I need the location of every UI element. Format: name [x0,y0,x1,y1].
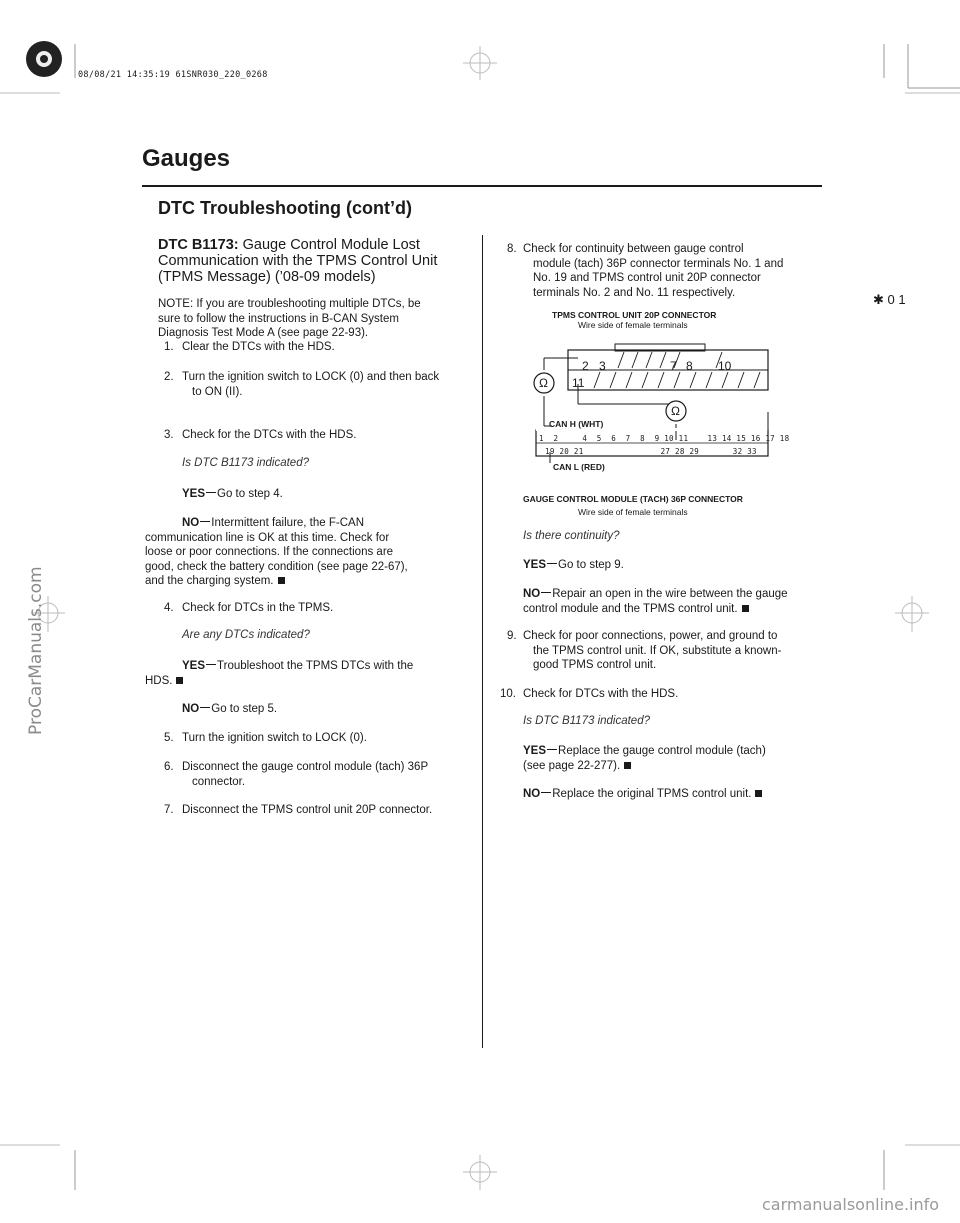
step-3-text: Check for the DTCs with the HDS. [182,429,357,441]
dash [206,664,216,665]
gauge-terminal-row-2: 19 20 21 27 28 29 32 33 [545,447,757,456]
end-mark [278,577,285,584]
can-h-label: CAN H (WHT) [549,419,604,429]
tpms-connector-title: TPMS CONTROL UNIT 20P CONNECTOR [552,310,717,320]
tpms-terminal-7: 7 [670,359,677,373]
dtc-desc-1: Gauge Control Module Lost [242,237,420,253]
step-10-yes [523,744,766,773]
step-9-line-2: the TPMS control unit. If OK, substitute a known- [533,644,782,657]
step-10-no-text: Replace the original TPMS control unit. [552,788,752,800]
step-8-line-2: module (tach) 36P connector terminals No. 1 and [533,257,784,270]
step-1-number: 1. [164,341,174,353]
step-2-text [182,370,439,399]
step-3-no-line-1: Intermittent failure, the F-CAN [211,517,364,529]
can-l-label: CAN L (RED) [553,462,605,472]
end-mark [176,677,183,684]
dash [541,792,551,793]
step-2-number: 2. [164,371,174,383]
step-3-yes [182,487,283,502]
end-mark [755,790,762,797]
step-8-no-line-1: Repair an open in the wire between the gauge [552,588,788,600]
step-8-no-line-2: control module and the TPMS control unit. [523,602,738,615]
footer-watermark: carmanualsonline.info [762,1195,940,1214]
step-10-question: Is DTC B1173 indicated? [523,715,650,727]
step-10-yes-line-1: Replace the gauge control module (tach) [558,745,766,757]
note-line-1: NOTE: If you are troubleshooting multiple DTCs, be [158,298,421,310]
tpms-terminal-10: 10 [718,359,732,373]
step-6-line-1: Disconnect the gauge control module (tach) 36P [182,761,429,773]
note-line-3: Diagnosis Test Mode A (see page 22-93). [158,327,369,340]
header-rule [142,185,822,187]
page-title: DTC Troubleshooting (cont’d) [158,198,412,218]
ohm-symbol-right: Ω [671,404,680,418]
step-4-yes-line-1: Troubleshoot the TPMS DTCs with the [217,660,414,672]
dtc-code: DTC B1173: [158,237,239,253]
step-6-text [182,760,428,789]
yes-label: YES [523,745,547,757]
step-6-number: 6. [164,761,174,773]
ohm-symbol-left: Ω [539,376,548,390]
step-8-number: 8. [507,243,517,255]
dash [547,563,557,564]
step-4-yes [145,659,414,688]
step-9-line-3: good TPMS control unit. [533,659,657,672]
step-4-question: Are any DTCs indicated? [182,629,310,641]
section-title: Gauges [142,145,231,172]
step-10-text: Check for DTCs with the HDS. [523,688,679,700]
step-6-line-2: connector. [192,775,246,788]
step-8-question: Is there continuity? [523,530,620,542]
tpms-terminal-2: 2 [582,359,589,373]
print-stamp: 08/08/21 14:35:19 61SNR030_220_0268 [78,70,268,80]
step-9-line-1: Check for poor connections, power, and ground to [523,630,778,642]
side-watermark: ProCarManuals.com [26,566,46,735]
dtc-heading [158,237,420,253]
gauge-connector-subtitle: Wire side of female terminals [578,507,688,517]
step-10-yes-line-2: (see page 22-277). [523,759,621,772]
step-8-line-1: Check for continuity between gauge control [523,243,744,255]
step-4-no-text: Go to step 5. [211,703,278,715]
step-8-yes-text: Go to step 9. [558,559,624,571]
step-5-text: Turn the ignition switch to LOCK (0). [182,732,367,744]
tpms-connector-subtitle: Wire side of female terminals [578,320,688,330]
corner-mark: ✱ 0 1 [873,292,906,307]
dash [200,707,210,708]
column-divider [482,235,483,1048]
step-9-number: 9. [507,630,517,642]
end-mark [742,605,749,612]
no-label: NO [523,788,541,800]
yes-label: YES [182,660,206,672]
gauge-connector-title: GAUGE CONTROL MODULE (TACH) 36P CONNECTOR [523,494,743,504]
step-10-no [523,787,762,802]
step-10-number: 10. [500,688,516,700]
step-8-line-3: No. 19 and TPMS control unit 20P connector [533,272,761,285]
dtc-desc-3: (TPMS Message) (’08-09 models) [158,269,376,285]
step-3-yes-text: Go to step 4. [217,488,283,500]
no-label: NO [182,517,200,529]
end-mark [624,762,631,769]
step-8-line-4: terminals No. 2 and No. 11 respectively. [533,286,736,299]
step-2-line-2: to ON (II). [192,385,243,398]
step-7-text: Disconnect the TPMS control unit 20P connector. [182,804,433,816]
gauge-terminal-row-1: 1 2 4 5 6 7 8 9 10 11 13 14 15 16 17 18 [539,434,790,443]
step-4-number: 4. [164,602,174,614]
step-5-number: 5. [164,732,174,744]
tpms-terminal-11: 11 [572,376,585,390]
step-7-number: 7. [164,804,174,816]
step-4-text: Check for DTCs in the TPMS. [182,602,334,614]
step-9-text [523,629,781,673]
step-3-no-line-5: and the charging system. [145,575,274,588]
tpms-terminal-8: 8 [686,359,693,373]
step-3-no-line-3: loose or poor connections. If the connections are [145,546,394,559]
step-3-no-line-2: communication line is OK at this time. Check for [145,531,390,544]
step-8-text [523,242,783,300]
dash [541,592,551,593]
dash [206,492,216,493]
step-3-number: 3. [164,429,174,441]
step-8-no [523,587,788,616]
step-2-line-1: Turn the ignition switch to LOCK (0) and then back [182,371,440,383]
dash [200,521,210,522]
yes-label: YES [523,559,547,571]
dash [547,749,557,750]
step-3-no [145,516,482,589]
yes-label: YES [182,488,206,500]
note-line-2: sure to follow the instructions in B-CAN System [158,312,399,325]
dtc-desc-2: Communication with the TPMS Control Unit [158,253,438,269]
no-label: NO [182,703,200,715]
note [158,297,421,341]
step-3-question: Is DTC B1173 indicated? [182,457,309,469]
step-1-text: Clear the DTCs with the HDS. [182,341,335,353]
step-3-no-line-4: good, check the battery condition (see page 22-67), [145,560,408,573]
no-label: NO [523,588,541,600]
step-8-yes [523,558,624,573]
tpms-terminal-3: 3 [599,359,606,373]
step-4-yes-line-2: HDS. [145,674,173,687]
step-4-no [182,702,277,717]
